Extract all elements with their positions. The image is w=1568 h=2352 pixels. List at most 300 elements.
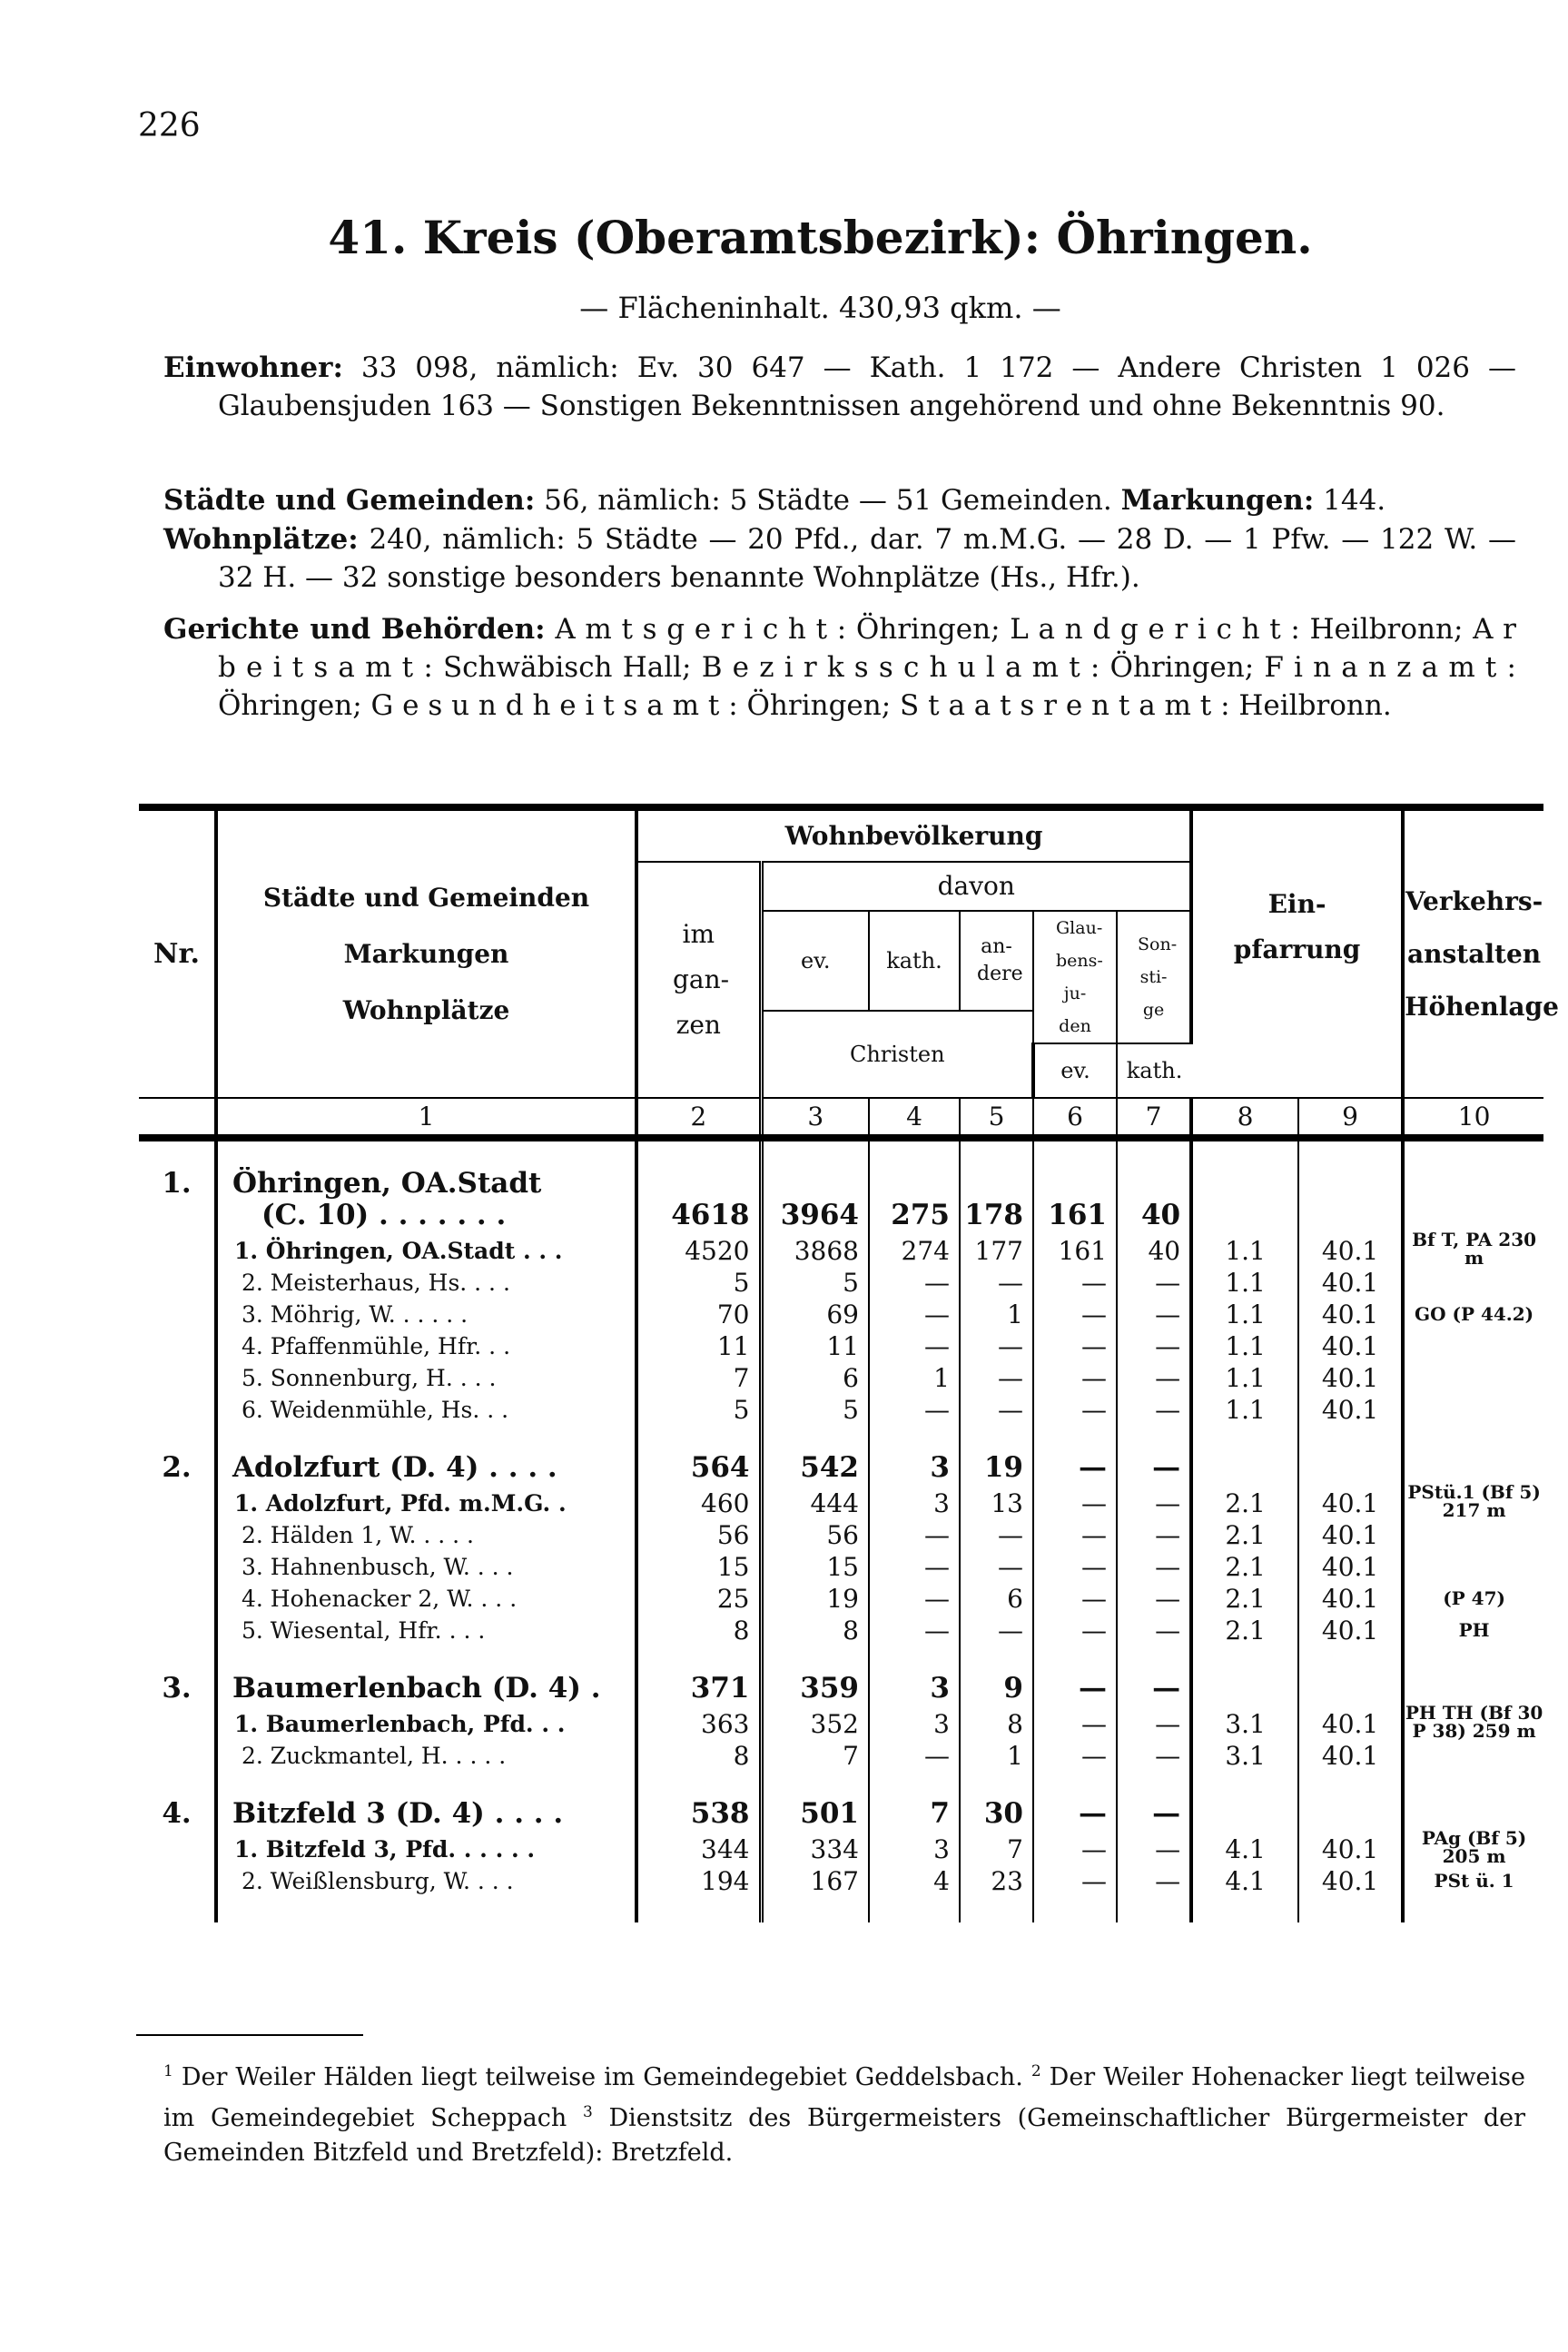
header-im-ganzen: im gan-zen (636, 862, 761, 1098)
spacer-cell (1033, 1426, 1117, 1451)
value-col6: — (1033, 1829, 1117, 1865)
verkehr-hoehenlage: PStü.1 (Bf 5) 217 m (1403, 1483, 1543, 1519)
table-row (139, 1865, 1543, 1897)
value-col2: 15 (636, 1551, 761, 1583)
table-row (139, 1829, 1543, 1865)
spacer-cell (1403, 1646, 1543, 1672)
place-name: 5. Sonnenburg, H. . . . (216, 1362, 636, 1394)
value-col4: — (869, 1583, 960, 1615)
header-kath: kath. (869, 911, 960, 1011)
empty-cell (1298, 1199, 1403, 1230)
group-value-col3: 3964 (761, 1199, 869, 1230)
table-row (139, 1330, 1543, 1362)
group-value-col6: 161 (1033, 1199, 1117, 1230)
table-row (139, 1615, 1543, 1646)
empty-cell (1191, 1451, 1298, 1483)
group-value-col5: 178 (960, 1199, 1033, 1230)
group-number: 1. (162, 1167, 192, 1200)
value-col9: 40.1 (1298, 1394, 1403, 1426)
table-row (139, 1519, 1543, 1551)
spacer-cell (869, 1772, 960, 1797)
spacer-cell (1033, 1897, 1117, 1922)
value-col5: — (960, 1519, 1033, 1551)
group-value-col4: 7 (869, 1797, 960, 1829)
table-row (139, 1394, 1543, 1426)
value-col2: 11 (636, 1330, 761, 1362)
empty-cell (139, 1330, 216, 1362)
spacer-cell (1191, 1426, 1298, 1451)
value-col9: 40.1 (1298, 1615, 1403, 1646)
header-nr: Nr. (153, 937, 200, 970)
empty-cell (139, 1199, 216, 1230)
header-col1-line1: Städte und Gemeinden (262, 882, 590, 913)
empty-cell (139, 1394, 216, 1426)
value-col4: 3 (869, 1483, 960, 1519)
empty-cell (1191, 1797, 1298, 1829)
value-col2: 344 (636, 1829, 761, 1865)
spacer-cell (139, 1138, 216, 1167)
gerichte-text: A m t s g e r i c h t : Öhringen; L a n d g e r i c h t : Heilbronn; A r b e i t s a m t : Schwäbisch Hall; B e z i r k s s c h u l a m t : Öhringen; F i n a n z a m t : Öhringen; G e s u n d h e i t s a m t : Öhringen; S t a a t s r e n t a m t : Heilbronn. (218, 613, 1516, 722)
empty-cell (1403, 1199, 1543, 1230)
value-col3: 15 (761, 1551, 869, 1583)
value-col7: — (1117, 1865, 1191, 1897)
spacer-cell (636, 1138, 761, 1167)
verkehr-hoehenlage: GO (P 44.2) (1403, 1299, 1543, 1330)
spacer-cell (216, 1897, 636, 1922)
value-col5: 6 (960, 1583, 1033, 1615)
group-value-col5: 30 (960, 1797, 1033, 1829)
value-col8: 1.1 (1191, 1362, 1298, 1394)
value-col2: 7 (636, 1362, 761, 1394)
column-number-nr (139, 1098, 216, 1138)
header-wohnbevoelkerung: Wohnbevölkerung (636, 807, 1191, 862)
spacer-cell (216, 1138, 636, 1167)
value-col7: — (1117, 1551, 1191, 1583)
verkehr-hoehenlage: PH TH (Bf 30 P 38) 259 m (1403, 1704, 1543, 1740)
wohnplaetze-label: Wohnplätze: (163, 523, 359, 556)
value-col5: — (960, 1551, 1033, 1583)
column-number: 9 (1298, 1098, 1403, 1138)
value-col2: 25 (636, 1583, 761, 1615)
spacer-cell (761, 1138, 869, 1167)
header-einpf-kath: kath. (1117, 1043, 1191, 1098)
spacer-cell (960, 1138, 1033, 1167)
verkehr-hoehenlage: PAg (Bf 5) 205 m (1403, 1829, 1543, 1865)
value-col4: — (869, 1740, 960, 1772)
value-col5: — (960, 1267, 1033, 1299)
value-col7: — (1117, 1704, 1191, 1740)
footnotes (163, 2054, 1525, 2170)
table-row (139, 1230, 1543, 1267)
column-number: 5 (960, 1098, 1033, 1138)
spacer-cell (1403, 1897, 1543, 1922)
spacer-cell (1403, 1138, 1543, 1167)
empty-cell (139, 1740, 216, 1772)
empty-cell (1403, 1672, 1543, 1704)
spacer-cell (139, 1772, 216, 1797)
table-row (139, 1704, 1543, 1740)
empty-cell (636, 1167, 761, 1199)
table-row (139, 1551, 1543, 1583)
markungen-label: Markungen: (1120, 484, 1315, 517)
value-col9: 40.1 (1298, 1829, 1403, 1865)
column-number-row (139, 1098, 1543, 1138)
value-col3: 444 (761, 1483, 869, 1519)
value-col5: 1 (960, 1299, 1033, 1330)
value-col3: 352 (761, 1704, 869, 1740)
column-number: 3 (761, 1098, 869, 1138)
page-title: 41. Kreis (Oberamtsbezirk): Öhringen. (328, 211, 1313, 264)
empty-cell (1191, 1672, 1298, 1704)
value-col6: — (1033, 1394, 1117, 1426)
value-col6: — (1033, 1551, 1117, 1583)
value-col3: 167 (761, 1865, 869, 1897)
value-col7: — (1117, 1267, 1191, 1299)
spacer-cell (1191, 1646, 1298, 1672)
group-value-col5: 19 (960, 1451, 1033, 1483)
group-value-col3: 501 (761, 1797, 869, 1829)
empty-cell (869, 1167, 960, 1199)
value-col2: 5 (636, 1394, 761, 1426)
spacer-cell (1298, 1772, 1403, 1797)
footnote-1: Der Weiler Hälden liegt teilweise im Gemeindegebiet Geddelsbach. (181, 2063, 1023, 2091)
value-col4: — (869, 1299, 960, 1330)
value-col5: 1 (960, 1740, 1033, 1772)
value-col8: 4.1 (1191, 1865, 1298, 1897)
einwohner-label: Einwohner: (163, 351, 343, 384)
value-col4: — (869, 1519, 960, 1551)
verkehr-hoehenlage (1403, 1394, 1543, 1426)
value-col9: 40.1 (1298, 1330, 1403, 1362)
place-name: 1. Adolzfurt, Pfd. m.M.G. . (216, 1483, 636, 1519)
empty-cell (1403, 1797, 1543, 1829)
value-col7: — (1117, 1362, 1191, 1394)
empty-cell (139, 1829, 216, 1865)
value-col3: 69 (761, 1299, 869, 1330)
header-juden: Glau-bens-ju-den (1033, 911, 1117, 1043)
spacer-cell (216, 1426, 636, 1451)
page-subtitle: — Flächeninhalt. 430,93 qkm. — (579, 291, 1061, 325)
empty-cell (960, 1167, 1033, 1199)
header-ev: ev. (761, 911, 869, 1011)
value-col8: 2.1 (1191, 1615, 1298, 1646)
spacer-cell (1403, 1772, 1543, 1797)
markungen-text: 144. (1323, 484, 1386, 517)
value-col6: — (1033, 1704, 1117, 1740)
table-row (139, 1267, 1543, 1299)
value-col8: 4.1 (1191, 1829, 1298, 1865)
value-col9: 40.1 (1298, 1362, 1403, 1394)
verkehr-hoehenlage: PSt ü. 1 (1403, 1865, 1543, 1897)
value-col3: 19 (761, 1583, 869, 1615)
empty-cell (139, 1230, 216, 1267)
value-col3: 7 (761, 1740, 869, 1772)
value-col9: 40.1 (1298, 1230, 1403, 1267)
value-col7: — (1117, 1740, 1191, 1772)
empty-cell (139, 1483, 216, 1519)
column-number: 2 (636, 1098, 761, 1138)
empty-cell (139, 1615, 216, 1646)
empty-cell (139, 1551, 216, 1583)
table-row (139, 1362, 1543, 1394)
spacer-cell (1191, 1138, 1298, 1167)
value-col9: 40.1 (1298, 1865, 1403, 1897)
verkehr-hoehenlage (1403, 1330, 1543, 1362)
value-col4: 274 (869, 1230, 960, 1267)
verkehr-hoehenlage: Bf T, PA 230 m (1403, 1230, 1543, 1267)
empty-cell (139, 1362, 216, 1394)
spacer-cell (1117, 1897, 1191, 1922)
gerichte-label: Gerichte und Behörden: (163, 613, 546, 646)
footnote-3: Dienstsitz des Bürgermeisters (Gemeinschaftlicher Bürgermeister der Gemeinden Bitzfeld und Bretzfeld): Bretzfeld. (163, 2104, 1525, 2167)
staedte-label: Städte und Gemeinden: (163, 484, 536, 517)
empty-cell (139, 1299, 216, 1330)
value-col8: 1.1 (1191, 1394, 1298, 1426)
spacer-cell (1117, 1772, 1191, 1797)
value-col4: — (869, 1394, 960, 1426)
footnote-mark-1: 1 (163, 2062, 173, 2080)
value-col4: — (869, 1615, 960, 1646)
place-name: 2. Weißlensburg, W. . . . (216, 1865, 636, 1897)
table-row (139, 1299, 1543, 1330)
column-number: 7 (1117, 1098, 1191, 1138)
empty-cell (1117, 1167, 1191, 1199)
header-davon: davon (761, 862, 1191, 911)
empty-cell (1298, 1797, 1403, 1829)
spacer-cell (1298, 1426, 1403, 1451)
place-name: 3. Möhrig, W. . . . . . (216, 1299, 636, 1330)
value-col4: — (869, 1551, 960, 1583)
spacer-cell (761, 1646, 869, 1672)
value-col8: 1.1 (1191, 1267, 1298, 1299)
column-number: 8 (1191, 1098, 1298, 1138)
empty-cell (1033, 1167, 1117, 1199)
group-number: 2. (162, 1451, 192, 1484)
group-name-continued: (C. 10) . . . . . . . (216, 1199, 636, 1230)
verkehr-hoehenlage (1403, 1519, 1543, 1551)
value-col2: 5 (636, 1267, 761, 1299)
empty-cell (1191, 1167, 1298, 1199)
place-name: 2. Hälden 1, W. . . . . (216, 1519, 636, 1551)
place-name: 2. Zuckmantel, H. . . . . (216, 1740, 636, 1772)
value-col9: 40.1 (1298, 1519, 1403, 1551)
empty-cell (139, 1865, 216, 1897)
value-col7: — (1117, 1519, 1191, 1551)
value-col3: 6 (761, 1362, 869, 1394)
value-col8: 3.1 (1191, 1740, 1298, 1772)
value-col7: — (1117, 1299, 1191, 1330)
group-name: Adolzfurt (D. 4) . . . . (216, 1451, 636, 1483)
verkehr-hoehenlage (1403, 1362, 1543, 1394)
empty-cell (1191, 1199, 1298, 1230)
value-col4: 4 (869, 1865, 960, 1897)
column-number: 6 (1033, 1098, 1117, 1138)
value-col5: — (960, 1362, 1033, 1394)
header-verkehr-line2: anstalten (1407, 938, 1542, 969)
header-christen: Christen (761, 1011, 1033, 1098)
spacer-cell (1191, 1897, 1298, 1922)
value-col8: 1.1 (1191, 1230, 1298, 1267)
group-value-col7: 40 (1117, 1199, 1191, 1230)
value-col2: 4520 (636, 1230, 761, 1267)
spacer-cell (216, 1646, 636, 1672)
footnote-mark-2: 2 (1031, 2062, 1041, 2080)
spacer-cell (636, 1646, 761, 1672)
value-col8: 2.1 (1191, 1583, 1298, 1615)
place-name: 1. Öhringen, OA.Stadt . . . (216, 1230, 636, 1267)
value-col4: — (869, 1267, 960, 1299)
group-value-col2: 4618 (636, 1199, 761, 1230)
value-col9: 40.1 (1298, 1267, 1403, 1299)
spacer-cell (960, 1426, 1033, 1451)
spacer-cell (1298, 1646, 1403, 1672)
header-col1 (216, 807, 636, 1098)
spacer-cell (869, 1646, 960, 1672)
column-number: 1 (216, 1098, 636, 1138)
spacer-cell (960, 1897, 1033, 1922)
group-value-col2: 538 (636, 1797, 761, 1829)
place-name: 5. Wiesental, Hfr. . . . (216, 1615, 636, 1646)
value-col3: 334 (761, 1829, 869, 1865)
value-col2: 8 (636, 1740, 761, 1772)
verkehr-hoehenlage (1403, 1740, 1543, 1772)
header-verkehr-line3: Höhenlage (1405, 991, 1559, 1022)
value-col8: 2.1 (1191, 1483, 1298, 1519)
group-number: 4. (162, 1797, 192, 1830)
verkehr-hoehenlage: PH (1403, 1615, 1543, 1646)
spacer-cell (761, 1772, 869, 1797)
value-col5: 177 (960, 1230, 1033, 1267)
value-col8: 2.1 (1191, 1519, 1298, 1551)
place-name: 4. Pfaffenmühle, Hfr. . . (216, 1330, 636, 1362)
header-col1-line2: Markungen (343, 938, 509, 969)
value-col8: 2.1 (1191, 1551, 1298, 1583)
header-verkehr (1403, 807, 1559, 1098)
spacer-cell (216, 1772, 636, 1797)
group-value-col3: 359 (761, 1672, 869, 1704)
spacer-cell (139, 1897, 216, 1922)
value-col6: — (1033, 1740, 1117, 1772)
group-value-col2: 371 (636, 1672, 761, 1704)
value-col4: — (869, 1330, 960, 1362)
population-table (139, 804, 1559, 1922)
value-col4: 1 (869, 1362, 960, 1394)
spacer-cell (869, 1897, 960, 1922)
spacer-cell (1033, 1646, 1117, 1672)
value-col6: — (1033, 1330, 1117, 1362)
group-value-col3: 542 (761, 1451, 869, 1483)
table-row (139, 1583, 1543, 1615)
spacer-cell (761, 1897, 869, 1922)
header-einpfarrung: Ein-pfarrung (1191, 807, 1403, 1043)
value-col6: — (1033, 1615, 1117, 1646)
value-col8: 1.1 (1191, 1299, 1298, 1330)
einwohner-paragraph (163, 349, 1516, 425)
empty-cell (1403, 1167, 1543, 1199)
value-col6: — (1033, 1583, 1117, 1615)
wohnplaetze-text: 240, nämlich: 5 Städte — 20 Pfd., dar. 7 m.M.G. — 28 D. — 1 Pfw. — 122 W. — 32 H. — 32 sonstige besonders benannte Wohnplätze (Hs., Hfr.). (218, 523, 1517, 594)
value-col5: — (960, 1330, 1033, 1362)
value-col9: 40.1 (1298, 1551, 1403, 1583)
spacer-cell (1117, 1138, 1191, 1167)
place-name: 3. Hahnenbusch, W. . . . (216, 1551, 636, 1583)
spacer-cell (1117, 1646, 1191, 1672)
empty-cell (1298, 1451, 1403, 1483)
spacer-cell (1191, 1772, 1298, 1797)
group-value-col7: — (1117, 1672, 1191, 1704)
value-col8: 1.1 (1191, 1330, 1298, 1362)
value-col6: — (1033, 1483, 1117, 1519)
value-col4: 3 (869, 1704, 960, 1740)
wohnplaetze-paragraph (163, 520, 1516, 597)
value-col5: — (960, 1615, 1033, 1646)
spacer-cell (869, 1426, 960, 1451)
group-value-col5: 9 (960, 1672, 1033, 1704)
spacer-cell (960, 1772, 1033, 1797)
group-number: 3. (162, 1672, 192, 1705)
verkehr-hoehenlage (1403, 1267, 1543, 1299)
spacer-cell (1298, 1897, 1403, 1922)
spacer-cell (139, 1426, 216, 1451)
spacer-cell (869, 1138, 960, 1167)
value-col9: 40.1 (1298, 1740, 1403, 1772)
verkehr-hoehenlage (1403, 1551, 1543, 1583)
spacer-cell (1033, 1138, 1117, 1167)
value-col6: — (1033, 1865, 1117, 1897)
group-value-col6: — (1033, 1672, 1117, 1704)
value-col3: 56 (761, 1519, 869, 1551)
value-col8: 3.1 (1191, 1704, 1298, 1740)
value-col2: 363 (636, 1704, 761, 1740)
value-col6: — (1033, 1519, 1117, 1551)
empty-cell (1403, 1451, 1543, 1483)
empty-cell (761, 1167, 869, 1199)
spacer-cell (1033, 1772, 1117, 1797)
table-row (139, 1740, 1543, 1772)
place-name: 2. Meisterhaus, Hs. . . . (216, 1267, 636, 1299)
value-col5: 23 (960, 1865, 1033, 1897)
footnote-2: Der Weiler Hohenacker liegt teilweise im Gemeindegebiet Scheppach (163, 2063, 1525, 2132)
header-verkehr-line1: Verkehrs- (1405, 885, 1543, 916)
spacer-cell (636, 1772, 761, 1797)
table-row (139, 1483, 1543, 1519)
value-col5: — (960, 1394, 1033, 1426)
value-col7: — (1117, 1829, 1191, 1865)
page-number: 226 (138, 107, 201, 144)
einwohner-text: 33 098, nämlich: Ev. 30 647 — Kath. 1 172 — Andere Christen 1 026 — Glaubensjuden 163 — Sonstigen Bekenntnissen angehörend und ohne Bekenntnis 90. (218, 351, 1516, 422)
value-col6: — (1033, 1299, 1117, 1330)
value-col6: 161 (1033, 1230, 1117, 1267)
place-name: 6. Weidenmühle, Hs. . . (216, 1394, 636, 1426)
value-col6: — (1033, 1267, 1117, 1299)
footnote-rule (136, 2034, 363, 2036)
empty-cell (139, 1583, 216, 1615)
value-col7: — (1117, 1394, 1191, 1426)
value-col2: 70 (636, 1299, 761, 1330)
value-col6: — (1033, 1362, 1117, 1394)
spacer-cell (636, 1897, 761, 1922)
value-col5: 13 (960, 1483, 1033, 1519)
header-sonstige: Son-sti-ge (1117, 911, 1191, 1043)
column-number: 4 (869, 1098, 960, 1138)
group-value-col7: — (1117, 1797, 1191, 1829)
empty-cell (139, 1267, 216, 1299)
header-col1-line3: Wohnplätze (342, 994, 510, 1025)
group-value-col4: 275 (869, 1199, 960, 1230)
spacer-cell (1117, 1426, 1191, 1451)
group-value-col7: — (1117, 1451, 1191, 1483)
group-name: Öhringen, OA.Stadt (216, 1167, 636, 1199)
